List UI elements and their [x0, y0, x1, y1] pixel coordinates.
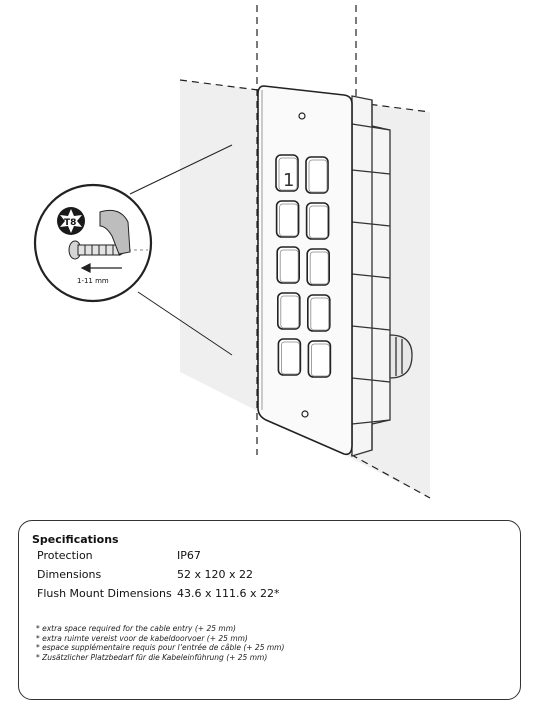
footnote-de: * Zusätzlicher Platzbedarf für die Kabeleinführung (+ 25 mm) [36, 652, 268, 662]
spec-value: 52 x 120 x 22 [177, 568, 253, 581]
spec-label: Flush Mount Dimensions [37, 587, 172, 600]
specifications-panel [18, 520, 521, 700]
spec-value: 43.6 x 111.6 x 22* [177, 587, 280, 600]
tool-label: T8 [64, 218, 77, 228]
screw-detail-callout [35, 185, 151, 301]
footnotes [36, 624, 284, 662]
torx-t8-icon [57, 207, 85, 235]
specifications-title: Specifications [32, 533, 119, 546]
spec-label: Protection [37, 549, 93, 562]
key-number-label: 1 [283, 170, 295, 191]
keypad-front-plate [258, 86, 352, 454]
footnote-fr: * espace supplémentaire requis pour l’entrée de câble (+ 25 mm) [36, 643, 285, 653]
footnote-en: * extra space required for the cable entry (+ 25 mm) [36, 624, 236, 633]
spec-value: IP67 [177, 549, 201, 562]
measurement-label: 1-11 mm [77, 277, 109, 285]
spec-label: Dimensions [37, 568, 102, 581]
footnote-nl: * extra ruimte vereist voor de kabeldoorvoer (+ 25 mm) [36, 633, 248, 643]
